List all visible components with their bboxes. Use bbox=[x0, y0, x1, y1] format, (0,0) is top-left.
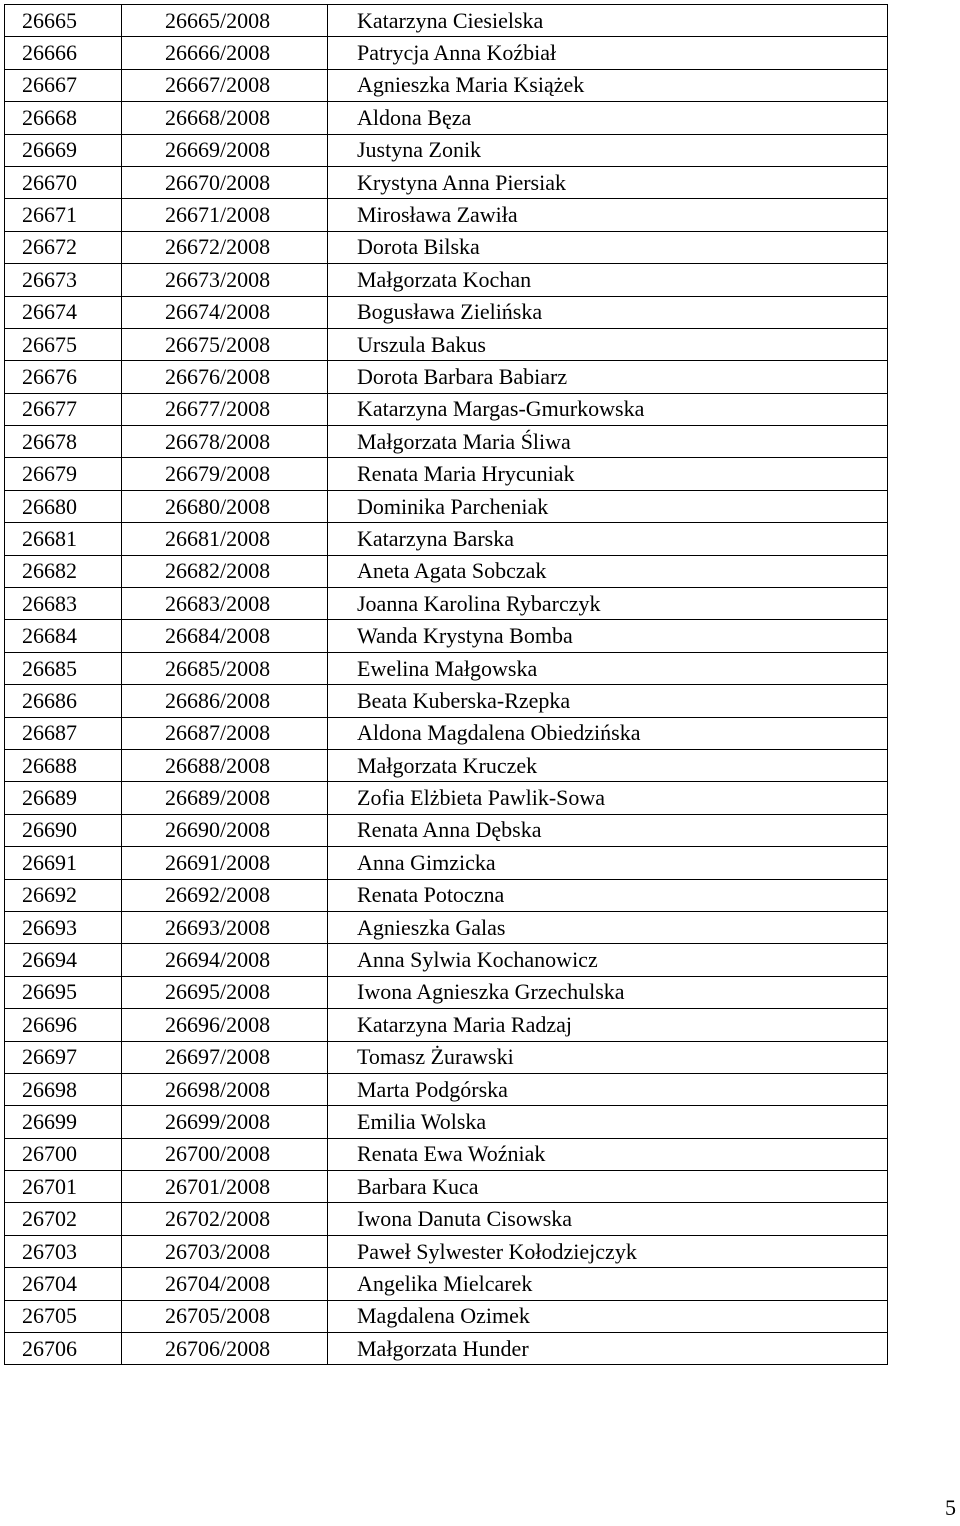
record-number-cell: 26704 bbox=[5, 1268, 122, 1300]
record-number-cell: 26679 bbox=[5, 458, 122, 490]
record-number-cell: 26677 bbox=[5, 393, 122, 425]
table-row bbox=[5, 1333, 888, 1365]
record-reference-cell: 26665/2008 bbox=[122, 5, 328, 37]
person-name-cell: Katarzyna Barska bbox=[328, 523, 888, 555]
table-row bbox=[5, 328, 888, 360]
record-reference-cell: 26706/2008 bbox=[122, 1333, 328, 1365]
person-name-cell: Urszula Bakus bbox=[328, 328, 888, 360]
record-number-cell: 26673 bbox=[5, 264, 122, 296]
table-row bbox=[5, 5, 888, 37]
table-row bbox=[5, 458, 888, 490]
person-name-cell: Aneta Agata Sobczak bbox=[328, 555, 888, 587]
table-row bbox=[5, 685, 888, 717]
record-reference-cell: 26705/2008 bbox=[122, 1300, 328, 1332]
record-reference-cell: 26701/2008 bbox=[122, 1171, 328, 1203]
record-reference-cell: 26686/2008 bbox=[122, 685, 328, 717]
person-name-cell: Iwona Danuta Cisowska bbox=[328, 1203, 888, 1235]
table-row bbox=[5, 555, 888, 587]
table-row bbox=[5, 296, 888, 328]
table-row bbox=[5, 199, 888, 231]
person-name-cell: Iwona Agnieszka Grzechulska bbox=[328, 976, 888, 1008]
record-reference-cell: 26674/2008 bbox=[122, 296, 328, 328]
record-number-cell: 26672 bbox=[5, 231, 122, 263]
person-name-cell: Katarzyna Maria Radzaj bbox=[328, 1009, 888, 1041]
table-row bbox=[5, 134, 888, 166]
record-number-cell: 26697 bbox=[5, 1041, 122, 1073]
record-reference-cell: 26679/2008 bbox=[122, 458, 328, 490]
person-name-cell: Emilia Wolska bbox=[328, 1106, 888, 1138]
record-number-cell: 26680 bbox=[5, 490, 122, 522]
table-row bbox=[5, 620, 888, 652]
person-name-cell: Katarzyna Ciesielska bbox=[328, 5, 888, 37]
record-number-cell: 26670 bbox=[5, 166, 122, 198]
person-name-cell: Renata Anna Dębska bbox=[328, 814, 888, 846]
record-reference-cell: 26672/2008 bbox=[122, 231, 328, 263]
record-reference-cell: 26680/2008 bbox=[122, 490, 328, 522]
table-row bbox=[5, 393, 888, 425]
table-row bbox=[5, 782, 888, 814]
table-row bbox=[5, 1203, 888, 1235]
record-number-cell: 26687 bbox=[5, 717, 122, 749]
record-reference-cell: 26692/2008 bbox=[122, 879, 328, 911]
record-reference-cell: 26703/2008 bbox=[122, 1235, 328, 1267]
table-row bbox=[5, 814, 888, 846]
record-reference-cell: 26673/2008 bbox=[122, 264, 328, 296]
person-name-cell: Bogusława Zielińska bbox=[328, 296, 888, 328]
page-number: 5 bbox=[945, 1495, 956, 1520]
person-name-cell: Agnieszka Galas bbox=[328, 911, 888, 943]
person-name-cell: Barbara Kuca bbox=[328, 1171, 888, 1203]
table-row bbox=[5, 231, 888, 263]
record-reference-cell: 26697/2008 bbox=[122, 1041, 328, 1073]
table-row bbox=[5, 1041, 888, 1073]
record-number-cell: 26705 bbox=[5, 1300, 122, 1332]
record-number-cell: 26692 bbox=[5, 879, 122, 911]
record-number-cell: 26695 bbox=[5, 976, 122, 1008]
person-name-cell: Aldona Bęza bbox=[328, 102, 888, 134]
person-name-cell: Krystyna Anna Piersiak bbox=[328, 166, 888, 198]
person-name-cell: Ewelina Małgowska bbox=[328, 652, 888, 684]
table-row bbox=[5, 1009, 888, 1041]
record-number-cell: 26689 bbox=[5, 782, 122, 814]
record-reference-cell: 26675/2008 bbox=[122, 328, 328, 360]
record-number-cell: 26669 bbox=[5, 134, 122, 166]
records-table-body bbox=[5, 5, 888, 1365]
record-number-cell: 26684 bbox=[5, 620, 122, 652]
record-number-cell: 26667 bbox=[5, 69, 122, 101]
record-number-cell: 26683 bbox=[5, 588, 122, 620]
person-name-cell: Małgorzata Kochan bbox=[328, 264, 888, 296]
record-number-cell: 26694 bbox=[5, 944, 122, 976]
record-reference-cell: 26687/2008 bbox=[122, 717, 328, 749]
record-reference-cell: 26693/2008 bbox=[122, 911, 328, 943]
record-reference-cell: 26670/2008 bbox=[122, 166, 328, 198]
record-number-cell: 26678 bbox=[5, 426, 122, 458]
record-number-cell: 26682 bbox=[5, 555, 122, 587]
record-number-cell: 26674 bbox=[5, 296, 122, 328]
table-row bbox=[5, 1171, 888, 1203]
person-name-cell: Agnieszka Maria Książek bbox=[328, 69, 888, 101]
person-name-cell: Anna Gimzicka bbox=[328, 847, 888, 879]
record-reference-cell: 26682/2008 bbox=[122, 555, 328, 587]
table-row bbox=[5, 1106, 888, 1138]
table-row bbox=[5, 944, 888, 976]
table-row bbox=[5, 264, 888, 296]
person-name-cell: Paweł Sylwester Kołodziejczyk bbox=[328, 1235, 888, 1267]
record-reference-cell: 26689/2008 bbox=[122, 782, 328, 814]
table-row bbox=[5, 166, 888, 198]
table-row bbox=[5, 426, 888, 458]
table-row bbox=[5, 1235, 888, 1267]
record-number-cell: 26685 bbox=[5, 652, 122, 684]
person-name-cell: Renata Ewa Woźniak bbox=[328, 1138, 888, 1170]
person-name-cell: Marta Podgórska bbox=[328, 1073, 888, 1105]
record-reference-cell: 26699/2008 bbox=[122, 1106, 328, 1138]
record-reference-cell: 26684/2008 bbox=[122, 620, 328, 652]
record-reference-cell: 26677/2008 bbox=[122, 393, 328, 425]
person-name-cell: Dorota Barbara Babiarz bbox=[328, 361, 888, 393]
table-row bbox=[5, 37, 888, 69]
record-number-cell: 26690 bbox=[5, 814, 122, 846]
table-row bbox=[5, 523, 888, 555]
person-name-cell: Joanna Karolina Rybarczyk bbox=[328, 588, 888, 620]
person-name-cell: Angelika Mielcarek bbox=[328, 1268, 888, 1300]
record-reference-cell: 26667/2008 bbox=[122, 69, 328, 101]
record-reference-cell: 26698/2008 bbox=[122, 1073, 328, 1105]
records-table bbox=[4, 4, 888, 1365]
record-number-cell: 26668 bbox=[5, 102, 122, 134]
record-reference-cell: 26683/2008 bbox=[122, 588, 328, 620]
record-number-cell: 26676 bbox=[5, 361, 122, 393]
table-row bbox=[5, 1138, 888, 1170]
table-row bbox=[5, 652, 888, 684]
record-number-cell: 26666 bbox=[5, 37, 122, 69]
record-number-cell: 26699 bbox=[5, 1106, 122, 1138]
person-name-cell: Renata Potoczna bbox=[328, 879, 888, 911]
record-reference-cell: 26700/2008 bbox=[122, 1138, 328, 1170]
record-number-cell: 26696 bbox=[5, 1009, 122, 1041]
table-row bbox=[5, 361, 888, 393]
record-reference-cell: 26702/2008 bbox=[122, 1203, 328, 1235]
person-name-cell: Małgorzata Maria Śliwa bbox=[328, 426, 888, 458]
record-reference-cell: 26694/2008 bbox=[122, 944, 328, 976]
table-row bbox=[5, 717, 888, 749]
record-reference-cell: 26678/2008 bbox=[122, 426, 328, 458]
person-name-cell: Patrycja Anna Koźbiał bbox=[328, 37, 888, 69]
record-number-cell: 26691 bbox=[5, 847, 122, 879]
table-row bbox=[5, 976, 888, 1008]
table-row bbox=[5, 1300, 888, 1332]
person-name-cell: Katarzyna Margas-Gmurkowska bbox=[328, 393, 888, 425]
record-number-cell: 26706 bbox=[5, 1333, 122, 1365]
record-number-cell: 26675 bbox=[5, 328, 122, 360]
record-number-cell: 26681 bbox=[5, 523, 122, 555]
record-number-cell: 26702 bbox=[5, 1203, 122, 1235]
person-name-cell: Renata Maria Hrycuniak bbox=[328, 458, 888, 490]
person-name-cell: Tomasz Żurawski bbox=[328, 1041, 888, 1073]
person-name-cell: Justyna Zonik bbox=[328, 134, 888, 166]
person-name-cell: Dominika Parcheniak bbox=[328, 490, 888, 522]
record-number-cell: 26686 bbox=[5, 685, 122, 717]
record-number-cell: 26688 bbox=[5, 749, 122, 781]
person-name-cell: Magdalena Ozimek bbox=[328, 1300, 888, 1332]
person-name-cell: Zofia Elżbieta Pawlik-Sowa bbox=[328, 782, 888, 814]
table-row bbox=[5, 911, 888, 943]
record-reference-cell: 26669/2008 bbox=[122, 134, 328, 166]
person-name-cell: Mirosława Zawiła bbox=[328, 199, 888, 231]
table-row bbox=[5, 102, 888, 134]
record-reference-cell: 26685/2008 bbox=[122, 652, 328, 684]
table-row bbox=[5, 1073, 888, 1105]
record-reference-cell: 26691/2008 bbox=[122, 847, 328, 879]
table-row bbox=[5, 1268, 888, 1300]
person-name-cell: Małgorzata Kruczek bbox=[328, 749, 888, 781]
record-reference-cell: 26704/2008 bbox=[122, 1268, 328, 1300]
record-number-cell: 26703 bbox=[5, 1235, 122, 1267]
table-row bbox=[5, 588, 888, 620]
record-reference-cell: 26681/2008 bbox=[122, 523, 328, 555]
record-number-cell: 26671 bbox=[5, 199, 122, 231]
record-reference-cell: 26671/2008 bbox=[122, 199, 328, 231]
person-name-cell: Aldona Magdalena Obiedzińska bbox=[328, 717, 888, 749]
person-name-cell: Małgorzata Hunder bbox=[328, 1333, 888, 1365]
person-name-cell: Beata Kuberska-Rzepka bbox=[328, 685, 888, 717]
record-reference-cell: 26666/2008 bbox=[122, 37, 328, 69]
record-number-cell: 26701 bbox=[5, 1171, 122, 1203]
table-row bbox=[5, 69, 888, 101]
person-name-cell: Anna Sylwia Kochanowicz bbox=[328, 944, 888, 976]
person-name-cell: Dorota Bilska bbox=[328, 231, 888, 263]
record-number-cell: 26700 bbox=[5, 1138, 122, 1170]
table-row bbox=[5, 490, 888, 522]
table-row bbox=[5, 879, 888, 911]
record-reference-cell: 26695/2008 bbox=[122, 976, 328, 1008]
table-row bbox=[5, 847, 888, 879]
record-reference-cell: 26688/2008 bbox=[122, 749, 328, 781]
record-number-cell: 26665 bbox=[5, 5, 122, 37]
record-reference-cell: 26696/2008 bbox=[122, 1009, 328, 1041]
record-reference-cell: 26676/2008 bbox=[122, 361, 328, 393]
person-name-cell: Wanda Krystyna Bomba bbox=[328, 620, 888, 652]
record-number-cell: 26693 bbox=[5, 911, 122, 943]
table-row bbox=[5, 749, 888, 781]
record-reference-cell: 26668/2008 bbox=[122, 102, 328, 134]
record-number-cell: 26698 bbox=[5, 1073, 122, 1105]
record-reference-cell: 26690/2008 bbox=[122, 814, 328, 846]
